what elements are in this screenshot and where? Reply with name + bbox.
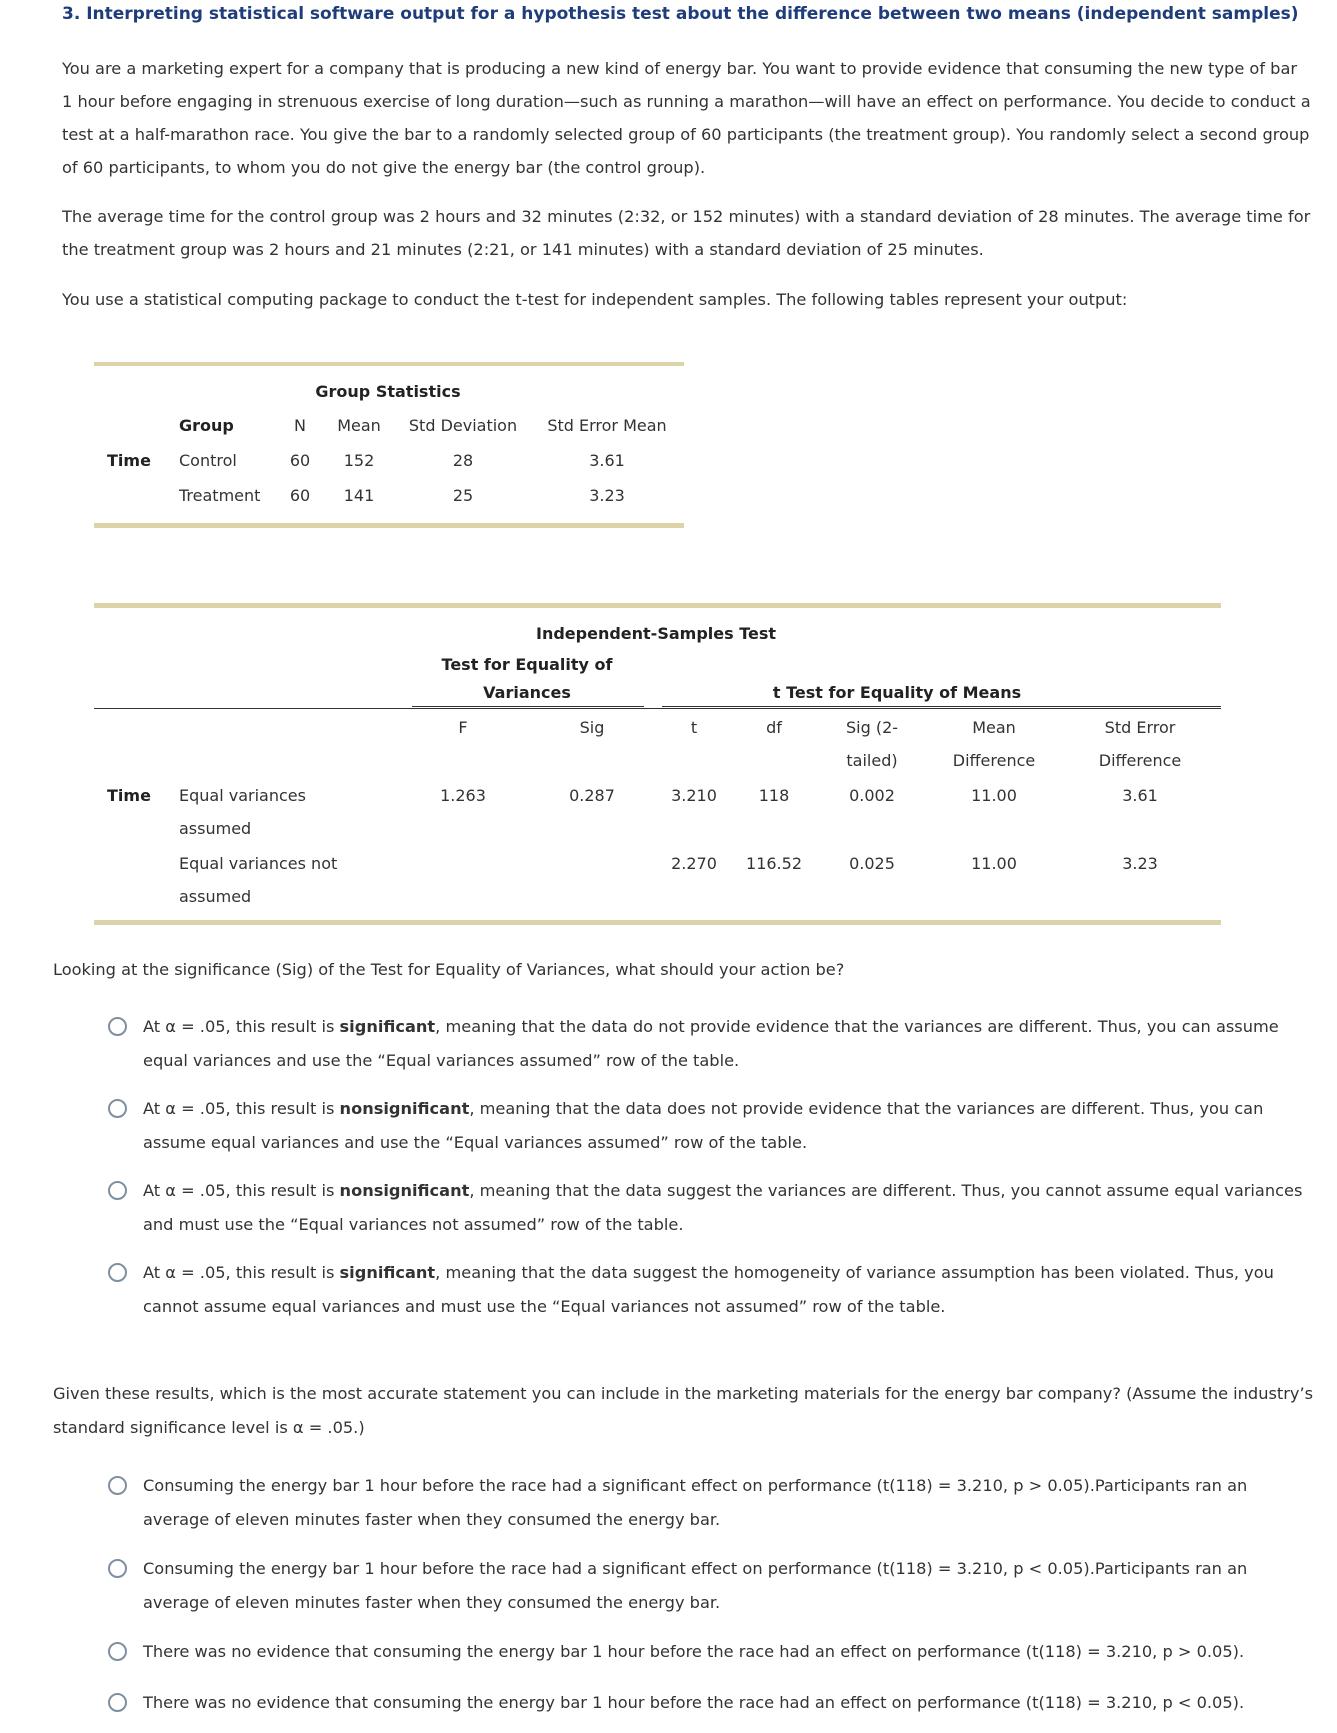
option-text: At α = .05, this result is significant, meaning that the data suggest the homogeneity of variance assumption has been violated. Thus, you cannot assume equal variances and must use the “Equal variances not assumed” row of the table. bbox=[143, 1263, 1274, 1316]
cell-sem: 3.61 bbox=[589, 451, 625, 470]
cell-se-diff: 3.23 bbox=[1122, 854, 1158, 873]
header-f: F bbox=[458, 718, 468, 737]
option-text: At α = .05, this result is significant, meaning that the data do not provide evidence that the variances are different. Thus, you can assume equal variances and use the “Equal variances assumed” row of the table. bbox=[143, 1017, 1279, 1070]
cell-se-diff: 3.61 bbox=[1122, 786, 1158, 805]
levene-header-line2: Variances bbox=[483, 683, 571, 702]
ttest-header: t Test for Equality of Means bbox=[772, 683, 1022, 702]
cell-df: 116.52 bbox=[746, 854, 802, 873]
cell-mean-diff: 11.00 bbox=[971, 854, 1017, 873]
header-rule bbox=[94, 708, 1221, 709]
header-se-diff-1: Std Error bbox=[1104, 718, 1176, 737]
cell-n: 60 bbox=[289, 451, 311, 470]
group-stats-title: Group Statistics bbox=[315, 382, 461, 401]
levene-header-line1: Test for Equality of bbox=[441, 655, 613, 674]
header-std-deviation: Std Deviation bbox=[408, 416, 518, 435]
cell-n: 60 bbox=[289, 486, 311, 505]
option-text: There was no evidence that consuming the energy bar 1 hour before the race had an effect on performance (t(118) = 3.210, p < 0.05). bbox=[143, 1693, 1245, 1712]
levene-underline bbox=[412, 706, 644, 707]
option-text: Consuming the energy bar 1 hour before the race had a significant effect on performance (t(118) = 3.210, p > 0.05).Participants ran an average of eleven minutes faster when they consumed the energy bar. bbox=[143, 1476, 1248, 1529]
header-sig-2tailed-2: tailed) bbox=[846, 751, 898, 770]
cell-t: 3.210 bbox=[671, 786, 717, 805]
cell-t: 2.270 bbox=[671, 854, 717, 873]
header-sig-2tailed-1: Sig (2- bbox=[845, 718, 899, 737]
header-mean-diff-1: Mean bbox=[972, 718, 1016, 737]
cell-sig-2tailed: 0.002 bbox=[849, 786, 895, 805]
intro-paragraph-2: The average time for the control group was 2 hours and 32 minutes (2:32, or 152 minutes) with a standard deviation of 28 minutes. The average time for the treatment group was 2 hours and 21 minutes (2:21, or 141 minutes) with a standard deviation of 25 minutes. bbox=[62, 207, 1311, 259]
option-text: Consuming the energy bar 1 hour before the race had a significant effect on performance (t(118) = 3.210, p < 0.05).Participants ran an average of eleven minutes faster when they consumed the energy bar. bbox=[143, 1559, 1248, 1612]
option-text: At α = .05, this result is nonsignificant, meaning that the data suggest the variances are different. Thus, you cannot assume equal variances and must use the “Equal variances not assumed” row of the table. bbox=[143, 1181, 1303, 1234]
row-label-not-assumed-1: Equal variances not bbox=[179, 854, 338, 873]
option-text: At α = .05, this result is nonsignificant, meaning that the data does not provide evidence that the variances are different. Thus, you can assume equal variances and use the “Equal variances assumed” row of the table. bbox=[143, 1099, 1264, 1152]
cell-group-treatment: Treatment bbox=[179, 486, 261, 505]
cell-sd: 25 bbox=[452, 486, 474, 505]
cell-sd: 28 bbox=[452, 451, 474, 470]
radio-button[interactable] bbox=[108, 1476, 127, 1495]
header-mean-diff-2: Difference bbox=[952, 751, 1036, 770]
row-label-time: Time bbox=[107, 451, 151, 470]
header-se-diff-2: Difference bbox=[1098, 751, 1182, 770]
header-std-error-mean: Std Error Mean bbox=[547, 416, 667, 435]
header-mean: Mean bbox=[337, 416, 381, 435]
cell-mean-diff: 11.00 bbox=[971, 786, 1017, 805]
radio-button[interactable] bbox=[108, 1693, 127, 1712]
radio-button[interactable] bbox=[108, 1642, 127, 1661]
radio-button[interactable] bbox=[108, 1559, 127, 1578]
ind-test-title: Independent-Samples Test bbox=[535, 624, 777, 643]
row-label-equal-assumed-2: assumed bbox=[179, 819, 252, 838]
intro-paragraph-1: You are a marketing expert for a company that is producing a new kind of energy bar. You want to provide evidence that consuming the new type of bar 1 hour before engaging in strenuous exercise of long duration—such as running a marathon—will have an effect on performance. You decide to conduct a test at a half-marathon race. You give the bar to a randomly selected group of 60 participants (the treatment group). You randomly select a second group of 60 participants, to whom you do not give the energy bar (the control group). bbox=[62, 59, 1311, 177]
row-label-time: Time bbox=[107, 786, 151, 805]
cell-mean: 152 bbox=[343, 451, 375, 470]
table-bottom-rule bbox=[94, 920, 1221, 925]
page-title: 3. Interpreting statistical software output for a hypothesis test about the difference between two means (independent samples) bbox=[62, 4, 1299, 24]
radio-button[interactable] bbox=[108, 1181, 127, 1200]
option-text: There was no evidence that consuming the energy bar 1 hour before the race had an effect on performance (t(118) = 3.210, p > 0.05). bbox=[143, 1642, 1245, 1661]
question-1-prompt: Looking at the significance (Sig) of the Test for Equality of Variances, what should your action be? bbox=[53, 960, 845, 979]
cell-f: 1.263 bbox=[440, 786, 486, 805]
radio-button[interactable] bbox=[108, 1263, 127, 1282]
radio-button[interactable] bbox=[108, 1099, 127, 1118]
header-sig: Sig bbox=[579, 718, 605, 737]
cell-mean: 141 bbox=[343, 486, 375, 505]
radio-button[interactable] bbox=[108, 1017, 127, 1036]
header-t: t bbox=[690, 718, 698, 737]
row-label-not-assumed-2: assumed bbox=[179, 887, 252, 906]
row-label-equal-assumed-1: Equal variances bbox=[179, 786, 306, 805]
cell-sem: 3.23 bbox=[589, 486, 625, 505]
header-df: df bbox=[766, 718, 782, 737]
table-top-rule bbox=[94, 603, 1221, 608]
question-2-prompt: Given these results, which is the most accurate statement you can include in the marketing materials for the energy bar company? (Assume the industry’s standard significance level is α = .05.) bbox=[53, 1384, 1314, 1437]
header-group: Group bbox=[179, 416, 234, 435]
table-bottom-rule bbox=[94, 523, 684, 528]
cell-group-control: Control bbox=[179, 451, 237, 470]
cell-sig: 0.287 bbox=[569, 786, 615, 805]
header-n: N bbox=[294, 416, 306, 435]
table-top-rule bbox=[94, 362, 684, 366]
cell-sig-2tailed: 0.025 bbox=[849, 854, 895, 873]
ttest-underline bbox=[662, 706, 1221, 707]
cell-df: 118 bbox=[758, 786, 790, 805]
intro-paragraph-3: You use a statistical computing package to conduct the t-test for independent samples. The following tables represent your output: bbox=[62, 290, 1128, 309]
